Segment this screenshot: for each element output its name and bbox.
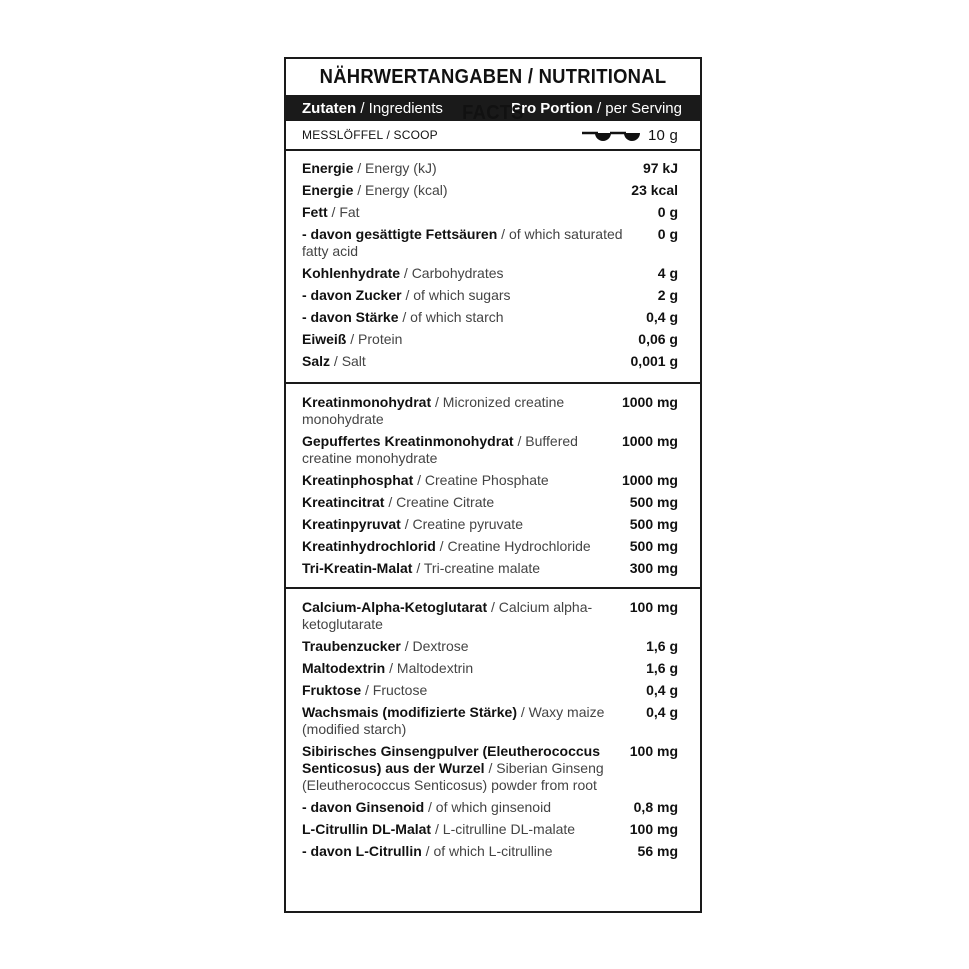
nutrient-value: 100 mg: [629, 743, 678, 759]
nutrient-name: [302, 682, 646, 699]
nutrient-separator: /: [384, 494, 397, 510]
scoop-label: MESSLÖFFEL / SCOOP: [302, 128, 438, 142]
nutrient-separator: /: [398, 309, 411, 325]
nutrient-separator: /: [412, 560, 424, 576]
nutrient-separator: /: [487, 599, 499, 615]
nutrient-name-de: - davon Ginsenoid: [302, 799, 425, 815]
nutrient-row: [302, 309, 678, 326]
nutrient-name-de: Kreatinphosphat: [302, 472, 414, 488]
nutrient-name-en: Calcium alpha-ketoglutarate: [302, 599, 593, 632]
nutrient-row: [302, 182, 678, 199]
nutrient-name-en: Creatine Phosphate: [424, 472, 549, 488]
nutrient-value: 500 mg: [629, 516, 678, 532]
nutrient-name: [302, 538, 630, 555]
scoop-amount-group: [580, 127, 678, 144]
nutrient-row: [302, 394, 678, 428]
nutrient-value: 4 g: [657, 265, 678, 281]
nutrient-name-en: Fructose: [372, 682, 428, 698]
section-macros: [286, 151, 700, 384]
nutrient-name-en: Energy (kJ): [365, 160, 437, 176]
nutrient-name-de: Tri-Kreatin-Malat: [302, 560, 413, 576]
nutrient-name: [302, 226, 658, 260]
serving-header: [511, 100, 682, 117]
nutrient-name: [302, 560, 630, 577]
nutrient-separator: /: [330, 353, 342, 369]
serving-header-en: / per Serving: [592, 99, 682, 117]
nutrient-name-de: Gepuffertes Kreatinmonohydrat: [302, 433, 514, 449]
nutrient-separator: /: [346, 331, 359, 347]
nutrient-name-en: Protein: [358, 331, 403, 347]
nutrient-name-en: of which L-citrulline: [433, 843, 553, 859]
nutrient-name-de: Kreatinmonohydrat: [302, 394, 432, 410]
nutrient-separator: /: [400, 638, 413, 654]
nutrient-separator: /: [431, 394, 443, 410]
nutrient-value: 1,6 g: [646, 660, 678, 676]
nutrient-row: [302, 226, 678, 260]
section-creatine: [286, 384, 700, 589]
nutrient-name-de: Maltodextrin: [302, 660, 386, 676]
nutrient-name-en: of which ginsenoid: [435, 799, 551, 815]
nutrient-separator: /: [385, 660, 397, 676]
nutrient-row: [302, 743, 678, 794]
nutrient-name: [302, 160, 643, 177]
nutrient-name-en: Waxy maize (modified starch): [302, 704, 605, 737]
nutrition-facts-label: [284, 57, 702, 913]
nutrient-row: [302, 516, 678, 533]
nutrient-row: [302, 494, 678, 511]
nutrient-name-en: Fat: [339, 204, 360, 220]
nutrient-separator: /: [400, 265, 412, 281]
nutrient-name: [302, 331, 638, 348]
nutrient-name-de: - davon Stärke: [302, 309, 399, 325]
section-other-ingredients: [286, 589, 700, 860]
nutrient-row: [302, 204, 678, 221]
nutrient-name: [302, 472, 622, 489]
nutrient-value: 1000 mg: [621, 472, 678, 488]
nutrient-name: [302, 799, 634, 816]
nutrient-value: 1,6 g: [646, 638, 678, 654]
nutrient-value: 0,4 g: [646, 309, 678, 325]
nutrient-value: 300 mg: [629, 560, 678, 576]
nutrient-name-de: Energie: [302, 182, 354, 198]
nutrient-value: 0 g: [657, 226, 678, 242]
nutrient-name-de: Traubenzucker: [302, 638, 401, 654]
nutrient-name-de: Wachsmais (modifizierte Stärke): [302, 704, 517, 720]
nutrient-row: [302, 472, 678, 489]
serving-header-de: Pro Portion: [511, 99, 593, 117]
scoop-amount: 10 g: [648, 126, 678, 144]
nutrient-row: [302, 160, 678, 177]
nutrient-name: [302, 204, 658, 221]
nutrient-name-de: - davon Zucker: [302, 287, 402, 303]
nutrient-value: 0,8 mg: [633, 799, 678, 815]
nutrient-name-en: L-citrulline DL-malate: [442, 821, 576, 837]
nutrient-value: 0,06 g: [638, 331, 678, 347]
nutrient-value: 0,4 g: [646, 682, 678, 698]
nutrient-name-en: Tri-creatine malate: [423, 560, 541, 576]
nutrient-name: [302, 599, 630, 633]
nutrient-separator: /: [353, 160, 366, 176]
nutrient-value: 100 mg: [629, 821, 678, 837]
label-title: NÄHRWERTANGABEN / NUTRITIONAL FACTS: [319, 66, 667, 124]
nutrient-separator: /: [401, 287, 414, 303]
nutrient-name: [302, 353, 631, 370]
nutrient-value: 100 mg: [629, 599, 678, 615]
nutrient-row: [302, 660, 678, 677]
nutrient-name-de: - davon L-Citrullin: [302, 843, 422, 859]
nutrient-row: [302, 821, 678, 838]
nutrient-name: [302, 821, 630, 838]
nutrient-name-en: Buffered creatine monohydrate: [302, 433, 578, 466]
nutrient-name: [302, 743, 630, 794]
nutrient-row: [302, 799, 678, 816]
nutrient-name-en: Creatine Citrate: [396, 494, 495, 510]
nutrient-value: 500 mg: [629, 494, 678, 510]
nutrient-value: 0,4 g: [646, 704, 678, 720]
nutrient-name-de: L-Citrullin DL-Malat: [302, 821, 432, 837]
nutrient-value: 2 g: [657, 287, 678, 303]
nutrient-row: [302, 538, 678, 555]
ingredients-header-en: / Ingredients: [356, 99, 443, 117]
nutrient-row: [302, 843, 678, 860]
nutrient-name-en: Carbohydrates: [411, 265, 504, 281]
nutrient-separator: /: [413, 472, 425, 488]
nutrient-name-en: Maltodextrin: [396, 660, 474, 676]
nutrient-value: 23 kcal: [631, 182, 678, 198]
nutrient-name: [302, 843, 638, 860]
nutrient-name: [302, 265, 658, 282]
nutrient-value: 56 mg: [637, 843, 678, 859]
nutrient-separator: /: [424, 799, 436, 815]
nutrient-name-en: Siberian Ginseng (Eleutherococcus Senticosus) powder from root: [302, 760, 604, 793]
nutrient-name-en: Creatine Hydrochloride: [447, 538, 591, 554]
nutrient-row: [302, 433, 678, 467]
ingredients-header: [302, 100, 443, 117]
nutrient-name-de: Fruktose: [302, 682, 362, 698]
nutrient-name-de: Sibirisches Ginsengpulver (Eleutherococcus Senticosus) aus der Wurzel: [302, 743, 600, 776]
nutrient-name-de: Kreatinpyruvat: [302, 516, 401, 532]
nutrient-name-de: Eiweiß: [302, 331, 347, 347]
nutrient-row: [302, 265, 678, 282]
nutrient-name: [302, 516, 630, 533]
nutrient-separator: /: [361, 682, 373, 698]
nutrient-name: [302, 638, 646, 655]
nutrient-separator: /: [353, 182, 366, 198]
nutrient-name: [302, 494, 630, 511]
nutrient-name-de: Energie: [302, 160, 354, 176]
nutrient-name-en: Energy (kcal): [365, 182, 448, 198]
nutrient-row: [302, 599, 678, 633]
nutrient-separator: /: [400, 516, 413, 532]
nutrient-name: [302, 660, 646, 677]
nutrient-name-de: - davon gesättigte Fettsäuren: [302, 226, 498, 242]
nutrient-name: [302, 394, 622, 428]
nutrient-name-en: Dextrose: [412, 638, 469, 654]
nutrient-name-en: Creatine pyruvate: [412, 516, 523, 532]
nutrient-row: [302, 560, 678, 577]
nutrient-row: [302, 287, 678, 304]
nutrient-name-de: Calcium-Alpha-Ketoglutarat: [302, 599, 488, 615]
nutrient-name-de: Fett: [302, 204, 328, 220]
nutrient-name-de: Kreatinhydrochlorid: [302, 538, 436, 554]
nutrient-value: 1000 mg: [621, 394, 678, 410]
nutrient-value: 0,001 g: [630, 353, 678, 369]
nutrient-name: [302, 433, 622, 467]
ingredients-header-de: Zutaten: [302, 99, 357, 117]
nutrient-separator: /: [421, 843, 434, 859]
nutrient-name-de: Kreatincitrat: [302, 494, 385, 510]
nutrient-name-en: Salt: [341, 353, 366, 369]
nutrient-name: [302, 704, 646, 738]
nutrient-value: 1000 mg: [621, 433, 678, 449]
nutrient-separator: /: [517, 704, 529, 720]
nutrient-name: [302, 287, 658, 304]
nutrient-name-en: of which sugars: [413, 287, 511, 303]
nutrient-separator: /: [327, 204, 340, 220]
nutrient-row: [302, 704, 678, 738]
nutrient-value: 97 kJ: [642, 160, 678, 176]
nutrient-separator: /: [513, 433, 526, 449]
nutrient-name-en: of which saturated fatty acid: [302, 226, 623, 259]
nutrient-name-en: of which starch: [410, 309, 504, 325]
nutrient-name-de: Salz: [302, 353, 331, 369]
nutrient-row: [302, 353, 678, 370]
scoop-icon: [580, 127, 644, 143]
nutrient-name: [302, 182, 631, 199]
nutrient-row: [302, 638, 678, 655]
nutrient-separator: /: [484, 760, 497, 776]
nutrient-row: [302, 682, 678, 699]
nutrient-separator: /: [497, 226, 509, 242]
nutrient-separator: /: [435, 538, 448, 554]
nutrient-separator: /: [431, 821, 443, 837]
nutrient-name: [302, 309, 646, 326]
nutrient-name-en: Micronized creatine monohydrate: [302, 394, 565, 427]
nutrient-value: 0 g: [657, 204, 678, 220]
nutrient-row: [302, 331, 678, 348]
nutrient-name-de: Kohlenhydrate: [302, 265, 401, 281]
nutrient-value: 500 mg: [629, 538, 678, 554]
